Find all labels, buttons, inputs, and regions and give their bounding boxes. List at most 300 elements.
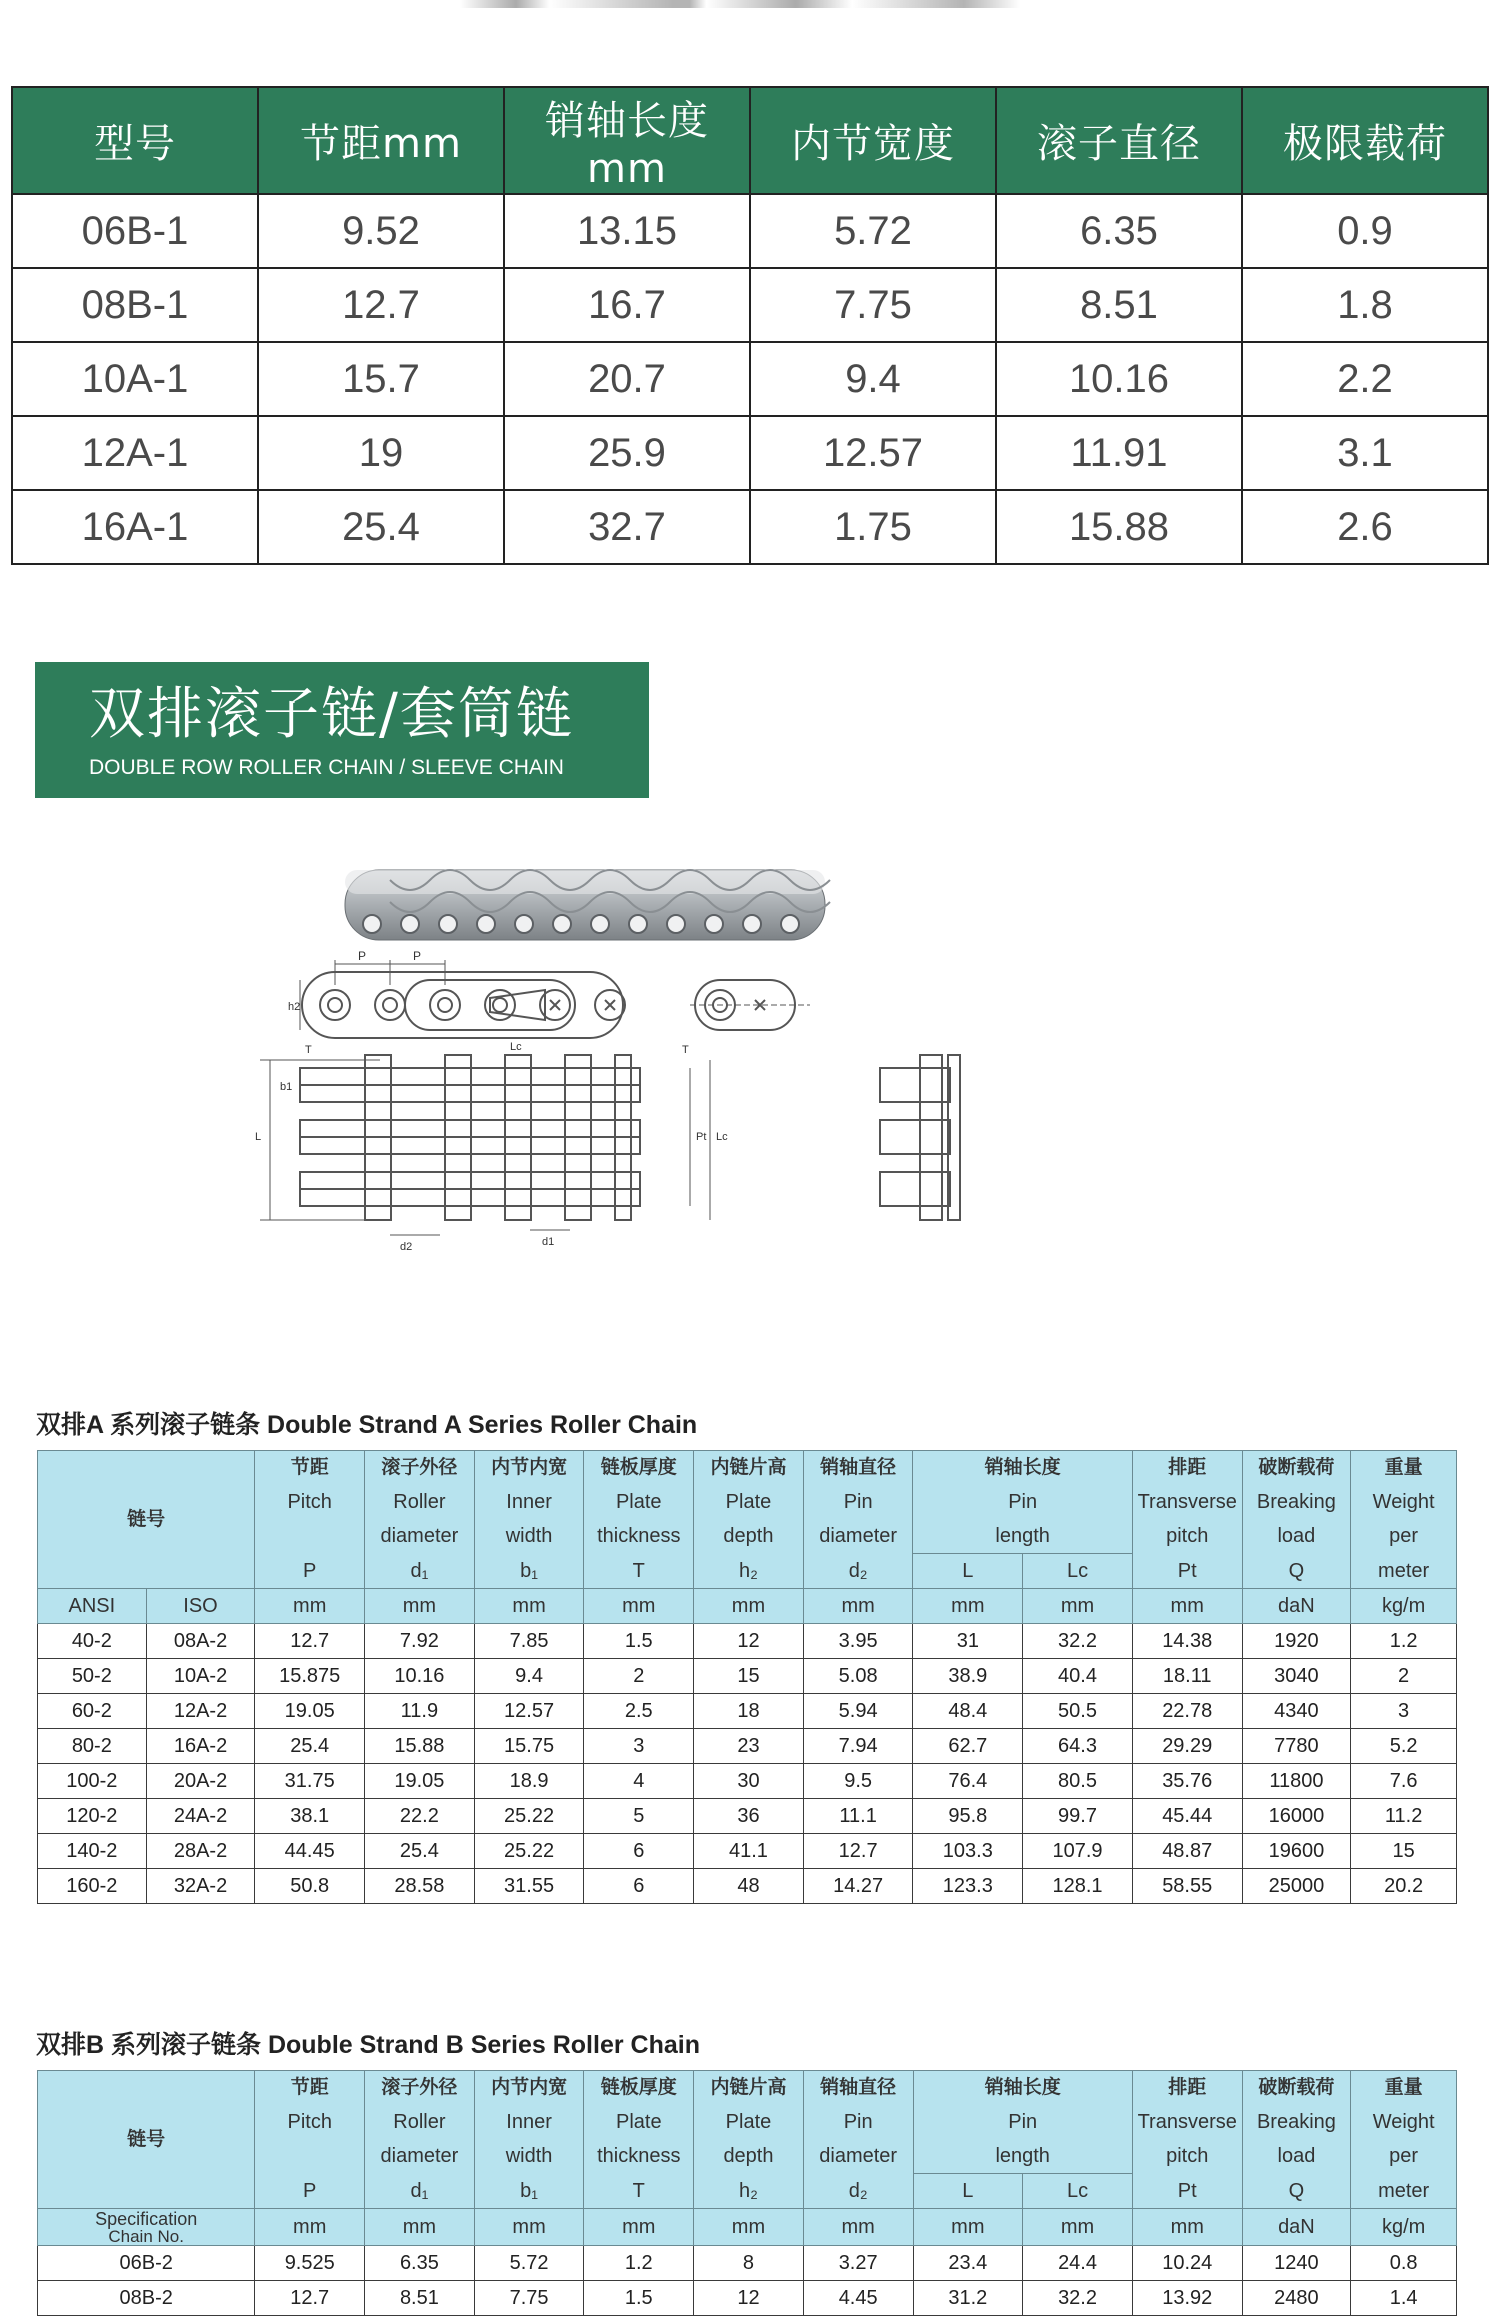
thb-plate-t-en1: Plate <box>584 2105 694 2139</box>
section-banner <box>35 662 649 798</box>
single-row-spec-table <box>11 86 1489 565</box>
table-cell: 29.29 <box>1132 1729 1242 1764</box>
table-cell: 64.3 <box>1023 1729 1133 1764</box>
table-cell: 4340 <box>1242 1694 1351 1729</box>
table-cell: 2 <box>584 1659 694 1694</box>
table-cell: 107.9 <box>1023 1834 1133 1869</box>
table-cell: 19.05 <box>365 1764 475 1799</box>
th-plate-t-zh: 链板厚度 <box>584 1451 694 1486</box>
table-cell: 11.9 <box>365 1694 475 1729</box>
thb-weight-en3: meter <box>1351 2174 1457 2209</box>
table-cell: 12.57 <box>474 1694 584 1729</box>
table-cell: 31.55 <box>474 1869 584 1904</box>
table-cell: 11.2 <box>1351 1799 1457 1834</box>
table-cell: 06B-1 <box>12 194 258 268</box>
table-cell: 8.51 <box>365 2281 475 2316</box>
th-pin-l-unit1: mm <box>913 1589 1023 1624</box>
th-pin-d-en2: diameter <box>803 1519 913 1554</box>
table-cell: 25.22 <box>474 1834 584 1869</box>
table-cell: 16.7 <box>504 268 750 342</box>
table-cell: 12.7 <box>803 1834 913 1869</box>
table-cell: 45.44 <box>1132 1799 1242 1834</box>
table-cell: 99.7 <box>1023 1799 1133 1834</box>
col-header-pin-length: 销轴长度mm <box>504 87 750 194</box>
table-cell: 22.78 <box>1132 1694 1242 1729</box>
table-cell: 48 <box>694 1869 804 1904</box>
th-pin-l-sym1: L <box>913 1554 1023 1589</box>
spec-table-row <box>12 194 1488 268</box>
table-cell: 6.35 <box>996 194 1242 268</box>
thb-plate-h-en2: depth <box>694 2139 804 2174</box>
th-pin-l-sym2: Lc <box>1023 1554 1133 1589</box>
table-cell: 19600 <box>1242 1834 1351 1869</box>
th-break-en1: Breaking <box>1242 1485 1351 1519</box>
table-cell: 14.38 <box>1132 1624 1242 1659</box>
table-cell: 48.4 <box>913 1694 1023 1729</box>
th-roller-zh: 滚子外径 <box>365 1451 475 1486</box>
label-l: L <box>255 1131 262 1143</box>
cropped-heading-remnant <box>460 0 1020 8</box>
th-pin-l-zh: 销轴长度 <box>913 1451 1132 1486</box>
table-cell: 1.8 <box>1242 268 1488 342</box>
thb-pitch-sym: P <box>255 2174 365 2209</box>
table-cell: 60-2 <box>38 1694 147 1729</box>
thb-spec-en: Specification <box>95 2209 198 2229</box>
th-roller-en2: diameter <box>365 1519 475 1554</box>
table-cell: 123.3 <box>913 1869 1023 1904</box>
th-pin-l-unit2: mm <box>1023 1589 1133 1624</box>
table-cell: 50.5 <box>1023 1694 1133 1729</box>
thb-plate-h-zh: 内链片高 <box>694 2071 804 2106</box>
table-cell: 16A-1 <box>12 490 258 564</box>
table-cell: 10A-1 <box>12 342 258 416</box>
thb-pitch-unit: mm <box>255 2209 365 2246</box>
table-cell: 5.72 <box>750 194 996 268</box>
thb-trans-zh: 排距 <box>1132 2071 1242 2106</box>
table-cell: 06B-2 <box>38 2246 255 2281</box>
table-row <box>38 1659 1457 1694</box>
table-cell: 08A-2 <box>146 1624 255 1659</box>
table-cell: 14.27 <box>803 1869 913 1904</box>
th-plate-h-en2: depth <box>694 1519 804 1554</box>
table-cell: 5.08 <box>803 1659 913 1694</box>
table-cell: 128.1 <box>1023 1869 1133 1904</box>
table-cell: 5.94 <box>803 1694 913 1729</box>
table-cell: 25.4 <box>255 1729 365 1764</box>
table-cell: 2.2 <box>1242 342 1488 416</box>
table-cell: 25.4 <box>365 1834 475 1869</box>
table-cell: 4 <box>584 1764 694 1799</box>
table-cell: 1.2 <box>584 2246 694 2281</box>
th-weight-unit: kg/m <box>1351 1589 1457 1624</box>
thb-pitch-zh: 节距 <box>255 2071 365 2106</box>
th-break-sym: Q <box>1242 1554 1351 1589</box>
th-trans-unit: mm <box>1132 1589 1242 1624</box>
table-cell: 31 <box>913 1624 1023 1659</box>
thb-pin-l-zh: 销轴长度 <box>913 2071 1132 2106</box>
table-cell: 25.9 <box>504 416 750 490</box>
table-cell: 38.9 <box>913 1659 1023 1694</box>
chain-side-view <box>300 960 625 1038</box>
table-cell: 50.8 <box>255 1869 365 1904</box>
th-trans-en2: pitch <box>1132 1519 1242 1554</box>
table-cell: 10.16 <box>365 1659 475 1694</box>
th-roller-sym: d₁ <box>365 1554 475 1589</box>
table-cell: 160-2 <box>38 1869 147 1904</box>
thb-plate-t-zh: 链板厚度 <box>584 2071 694 2106</box>
th-weight-zh: 重量 <box>1351 1451 1457 1486</box>
table-cell: 9.5 <box>803 1764 913 1799</box>
thb-plate-t-en2: thickness <box>584 2139 694 2174</box>
thb-weight-unit: kg/m <box>1351 2209 1457 2246</box>
label-h2: h2 <box>288 1001 301 1013</box>
table-cell: 1.75 <box>750 490 996 564</box>
table-cell: 25.4 <box>258 490 504 564</box>
label-t2: T <box>682 1044 689 1056</box>
table-cell: 15 <box>694 1659 804 1694</box>
thb-roller-unit: mm <box>365 2209 475 2246</box>
table-cell: 12.7 <box>255 2281 365 2316</box>
table-cell: 41.1 <box>694 1834 804 1869</box>
table-cell: 7.75 <box>474 2281 584 2316</box>
table-cell: 11.91 <box>996 416 1242 490</box>
table-row <box>38 1694 1457 1729</box>
table-cell: 11800 <box>1242 1764 1351 1799</box>
thb-inner-unit: mm <box>474 2209 584 2246</box>
thb-plate-t-sym: T <box>584 2174 694 2209</box>
table-cell: 25000 <box>1242 1869 1351 1904</box>
table-cell: 12A-1 <box>12 416 258 490</box>
thb-roller-en2: diameter <box>365 2139 475 2174</box>
label-lc1: Lc <box>510 1041 522 1053</box>
table-cell: 20A-2 <box>146 1764 255 1799</box>
table-cell: 100-2 <box>38 1764 147 1799</box>
thb-roller-en1: Roller <box>365 2105 475 2139</box>
table-cell: 7.92 <box>365 1624 475 1659</box>
label-d2: d2 <box>400 1241 413 1253</box>
th-inner-sym: b₁ <box>474 1554 584 1589</box>
table-cell: 10.24 <box>1132 2246 1242 2281</box>
table-cell: 0.9 <box>1242 194 1488 268</box>
col-header-ultimate-load: 极限载荷 <box>1242 87 1488 194</box>
table-cell: 9.4 <box>750 342 996 416</box>
table-cell: 0.8 <box>1351 2246 1457 2281</box>
th-pin-d-zh: 销轴直径 <box>803 1451 913 1486</box>
table-cell: 58.55 <box>1132 1869 1242 1904</box>
table-cell: 15.88 <box>996 490 1242 564</box>
th-plate-h-en1: Plate <box>694 1485 804 1519</box>
th-spec-zh: 链号 <box>38 1451 255 1589</box>
table-cell: 9.525 <box>255 2246 365 2281</box>
table-cell: 15 <box>1351 1834 1457 1869</box>
table-row <box>38 1799 1457 1834</box>
table-cell: 20.7 <box>504 342 750 416</box>
col-header-roller-diameter: 滚子直径 <box>996 87 1242 194</box>
thb-pin-l-unit2: mm <box>1023 2209 1133 2246</box>
table-cell: 28.58 <box>365 1869 475 1904</box>
table-cell: 12.7 <box>255 1624 365 1659</box>
th-plate-h-zh: 内链片高 <box>694 1451 804 1486</box>
thb-roller-sym: d₁ <box>365 2174 475 2209</box>
table-cell: 2 <box>1351 1659 1457 1694</box>
table-cell: 3 <box>584 1729 694 1764</box>
thb-pin-d-en2: diameter <box>803 2139 913 2174</box>
table-cell: 32.2 <box>1023 1624 1133 1659</box>
th-iso: ISO <box>146 1589 255 1624</box>
table-cell: 44.45 <box>255 1834 365 1869</box>
col-header-model: 型号 <box>12 87 258 194</box>
th-trans-zh: 排距 <box>1132 1451 1242 1486</box>
chain-photo <box>345 870 830 940</box>
thb-pin-l-unit1: mm <box>913 2209 1023 2246</box>
th-pitch-unit: mm <box>255 1589 365 1624</box>
thb-trans-sym: Pt <box>1132 2174 1242 2209</box>
th-plate-h-unit: mm <box>694 1589 804 1624</box>
th-break-en2: load <box>1242 1519 1351 1554</box>
table-cell: 20.2 <box>1351 1869 1457 1904</box>
table-cell: 7.6 <box>1351 1764 1457 1799</box>
label-t1: T <box>305 1044 312 1056</box>
spec-table-row <box>12 416 1488 490</box>
table-cell: 9.4 <box>474 1659 584 1694</box>
table-cell: 18.9 <box>474 1764 584 1799</box>
table-row <box>38 2281 1457 2316</box>
table-cell: 2.5 <box>584 1694 694 1729</box>
table-cell: 32A-2 <box>146 1869 255 1904</box>
col-header-inner-width: 内节宽度 <box>750 87 996 194</box>
table-cell: 80-2 <box>38 1729 147 1764</box>
table-cell: 140-2 <box>38 1834 147 1869</box>
double-strand-a-table <box>37 1450 1457 1904</box>
table-cell: 31.75 <box>255 1764 365 1799</box>
table-cell: 23 <box>694 1729 804 1764</box>
thb-chain-no <box>38 2209 255 2246</box>
th-plate-t-sym: T <box>584 1554 694 1589</box>
table-cell: 10.16 <box>996 342 1242 416</box>
table-cell: 6.35 <box>365 2246 475 2281</box>
table-cell: 12 <box>694 1624 804 1659</box>
table-row <box>38 1834 1457 1869</box>
th-inner-zh: 内节内宽 <box>474 1451 584 1486</box>
table-cell: 7.85 <box>474 1624 584 1659</box>
table-cell: 80.5 <box>1023 1764 1133 1799</box>
thb-break-sym: Q <box>1242 2174 1351 2209</box>
banner-title-zh: 双排滚子链/套筒链 <box>89 682 574 747</box>
table-cell: 24A-2 <box>146 1799 255 1834</box>
table-cell: 6 <box>584 1869 694 1904</box>
table-cell: 40-2 <box>38 1624 147 1659</box>
table-cell: 95.8 <box>913 1799 1023 1834</box>
thb-weight-en1: Weight <box>1351 2105 1457 2139</box>
th-pin-d-sym: d₂ <box>803 1554 913 1589</box>
col-header-pitch: 节距mm <box>258 87 504 194</box>
table-cell: 31.2 <box>913 2281 1023 2316</box>
th-ansi: ANSI <box>38 1589 147 1624</box>
thb-trans-en1: Transverse <box>1132 2105 1242 2139</box>
table-cell: 1920 <box>1242 1624 1351 1659</box>
table-cell: 3.1 <box>1242 416 1488 490</box>
table-cell: 62.7 <box>913 1729 1023 1764</box>
table-row <box>38 1869 1457 1904</box>
spec-table-row <box>12 490 1488 564</box>
table-cell: 103.3 <box>913 1834 1023 1869</box>
table-cell: 12.7 <box>258 268 504 342</box>
table-cell: 08B-1 <box>12 268 258 342</box>
th-plate-h-sym: h₂ <box>694 1554 804 1589</box>
chain-end-plan-view <box>880 1055 960 1220</box>
thb-pin-l-sym2: Lc <box>1023 2174 1133 2209</box>
label-b1: b1 <box>280 1081 293 1093</box>
chain-end-view <box>690 980 810 1030</box>
th-plate-t-en2: thickness <box>584 1519 694 1554</box>
label-d1: d1 <box>542 1236 555 1248</box>
th-weight-en3: meter <box>1351 1554 1457 1589</box>
table-cell: 28A-2 <box>146 1834 255 1869</box>
table-cell: 3040 <box>1242 1659 1351 1694</box>
th-plate-t-unit: mm <box>584 1589 694 1624</box>
thb-plate-h-unit: mm <box>694 2209 804 2246</box>
thb-pin-d-unit: mm <box>803 2209 913 2246</box>
thb-inner-en1: Inner <box>474 2105 584 2139</box>
table-cell: 8.51 <box>996 268 1242 342</box>
table-cell: 10A-2 <box>146 1659 255 1694</box>
th-inner-unit: mm <box>474 1589 584 1624</box>
table-cell: 50-2 <box>38 1659 147 1694</box>
table-cell: 40.4 <box>1023 1659 1133 1694</box>
table-cell: 15.88 <box>365 1729 475 1764</box>
table-cell: 19 <box>258 416 504 490</box>
table-cell: 18.11 <box>1132 1659 1242 1694</box>
spec-table-row <box>12 268 1488 342</box>
th-pin-l-en1: Pin <box>913 1485 1132 1519</box>
table-cell: 19.05 <box>255 1694 365 1729</box>
table-cell: 23.4 <box>913 2246 1023 2281</box>
table-cell: 15.7 <box>258 342 504 416</box>
table-cell: 120-2 <box>38 1799 147 1834</box>
thb-break-unit: daN <box>1242 2209 1351 2246</box>
table-cell: 08B-2 <box>38 2281 255 2316</box>
table-a-title: 双排A 系列滚子链条 Double Strand A Series Roller Chain <box>36 1411 698 1439</box>
table-b-viewport <box>0 2070 1500 2322</box>
table-cell: 2.6 <box>1242 490 1488 564</box>
table-cell: 1.5 <box>584 1624 694 1659</box>
thb-pin-d-zh: 销轴直径 <box>803 2071 913 2106</box>
table-cell: 1.2 <box>1351 1624 1457 1659</box>
thb-pin-l-en1: Pin <box>913 2105 1132 2139</box>
th-inner-en2: width <box>474 1519 584 1554</box>
th-pitch-sym: P <box>255 1554 365 1589</box>
thb-pin-d-sym: d₂ <box>803 2174 913 2209</box>
spec-table-header <box>12 87 1488 194</box>
th-pitch-en: Pitch <box>255 1485 365 1519</box>
th-pitch-zh: 节距 <box>255 1451 365 1486</box>
table-cell: 12.57 <box>750 416 996 490</box>
table-cell: 12A-2 <box>146 1694 255 1729</box>
th-roller-unit: mm <box>365 1589 475 1624</box>
table-cell: 35.76 <box>1132 1764 1242 1799</box>
table-cell: 24.4 <box>1023 2246 1133 2281</box>
th-inner-en1: Inner <box>474 1485 584 1519</box>
table-cell: 30 <box>694 1764 804 1799</box>
thb-pin-d-en1: Pin <box>803 2105 913 2139</box>
table-cell: 16000 <box>1242 1799 1351 1834</box>
table-row <box>38 1729 1457 1764</box>
thb-inner-zh: 内节内宽 <box>474 2071 584 2106</box>
thb-pitch-en: Pitch <box>255 2105 365 2139</box>
thb-trans-en2: pitch <box>1132 2139 1242 2174</box>
table-cell: 32.2 <box>1023 2281 1133 2316</box>
table-cell: 76.4 <box>913 1764 1023 1799</box>
th-weight-en2: per <box>1351 1519 1457 1554</box>
thb-trans-unit: mm <box>1132 2209 1242 2246</box>
table-cell: 11.1 <box>803 1799 913 1834</box>
table-row <box>38 1764 1457 1799</box>
th-pitch-blank <box>255 1519 365 1554</box>
table-cell: 1.5 <box>584 2281 694 2316</box>
table-cell: 7.94 <box>803 1729 913 1764</box>
table-cell: 15.75 <box>474 1729 584 1764</box>
table-cell: 2480 <box>1242 2281 1351 2316</box>
table-cell: 9.52 <box>258 194 504 268</box>
table-b-title: 双排B 系列滚子链条 Double Strand B Series Roller Chain <box>36 2031 700 2059</box>
chain-plan-view <box>260 1055 710 1235</box>
thb-inner-sym: b₁ <box>474 2174 584 2209</box>
thb-weight-en2: per <box>1351 2139 1457 2174</box>
table-cell: 5.2 <box>1351 1729 1457 1764</box>
table-cell: 13.92 <box>1132 2281 1242 2316</box>
table-cell: 12 <box>694 2281 804 2316</box>
thb-plate-t-unit: mm <box>584 2209 694 2246</box>
thb-chain-no-label: Chain No. <box>108 2227 184 2246</box>
table-cell: 4.45 <box>803 2281 913 2316</box>
thb-weight-zh: 重量 <box>1351 2071 1457 2106</box>
table-cell: 38.1 <box>255 1799 365 1834</box>
th-plate-t-en1: Plate <box>584 1485 694 1519</box>
table-cell: 16A-2 <box>146 1729 255 1764</box>
spec-table-row <box>12 342 1488 416</box>
table-cell: 5.72 <box>474 2246 584 2281</box>
thb-plate-h-en1: Plate <box>694 2105 804 2139</box>
th-break-unit: daN <box>1242 1589 1351 1624</box>
table-row <box>38 1624 1457 1659</box>
table-cell: 1.4 <box>1351 2281 1457 2316</box>
table-cell: 3.27 <box>803 2246 913 2281</box>
banner-title-en: DOUBLE ROW ROLLER CHAIN / SLEEVE CHAIN <box>89 756 564 779</box>
chain-technical-drawing <box>250 840 1150 1400</box>
double-strand-b-table <box>37 2070 1457 2316</box>
table-cell: 18 <box>694 1694 804 1729</box>
table-cell: 32.7 <box>504 490 750 564</box>
table-cell: 8 <box>694 2246 804 2281</box>
table-cell: 7.75 <box>750 268 996 342</box>
table-cell: 3 <box>1351 1694 1457 1729</box>
th-trans-en1: Transverse <box>1132 1485 1242 1519</box>
table-cell: 6 <box>584 1834 694 1869</box>
table-cell: 25.22 <box>474 1799 584 1834</box>
label-pt: Pt <box>696 1131 707 1143</box>
table-cell: 7780 <box>1242 1729 1351 1764</box>
thb-break-en2: load <box>1242 2139 1351 2174</box>
th-weight-en1: Weight <box>1351 1485 1457 1519</box>
th-pin-l-en2: length <box>913 1519 1132 1554</box>
thb-pin-l-sym1: L <box>913 2174 1023 2209</box>
th-trans-sym: Pt <box>1132 1554 1242 1589</box>
table-cell: 13.15 <box>504 194 750 268</box>
thb-break-en1: Breaking <box>1242 2105 1351 2139</box>
table-cell: 5 <box>584 1799 694 1834</box>
thb-inner-en2: width <box>474 2139 584 2174</box>
th-pin-d-unit: mm <box>803 1589 913 1624</box>
